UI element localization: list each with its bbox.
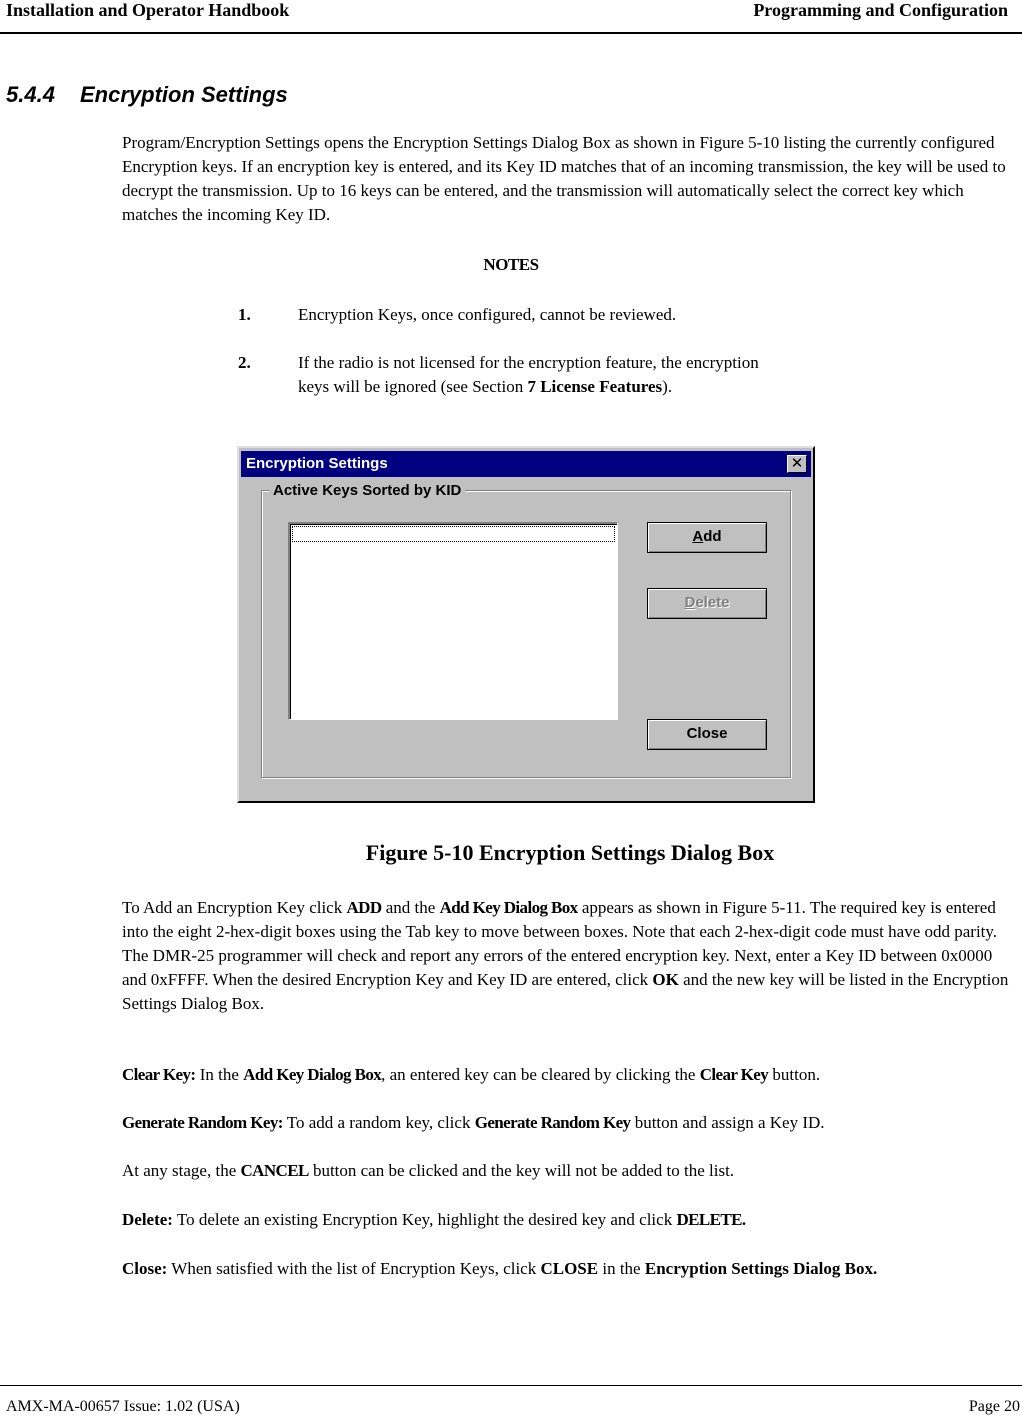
header-left-title: Installation and Operator Handbook <box>6 0 290 20</box>
clear-key-paragraph <box>122 1063 1017 1087</box>
notes-heading: NOTES <box>483 255 539 274</box>
text-run: button. <box>768 1065 821 1084</box>
text-run: To delete an existing Encryption Key, highlight the desired key and click <box>172 1210 677 1229</box>
add-label: dd <box>703 528 722 545</box>
text-run: button can be clicked and the key will not be added to the list. <box>308 1161 735 1180</box>
header-rule <box>0 32 1022 34</box>
text-run: appears as shown in Figure 5-11. The required key is entered into the eight 2-hex-digit boxes using the Tab key to move between boxes. Note that each 2-hex-digit code must have odd parity. The DMR-25 programmer will check and report any errors of the entered encryption key. Next, enter a Key ID between 0x0000 and 0xFFFF. When the desired Encryption Key and Key ID are entered, click <box>122 898 998 989</box>
intro-paragraph: Program/Encryption Settings opens the Encryption Settings Dialog Box as shown in Figure 5-10 listing the currently configured Encryption keys. If an encryption key is entered, and its Key ID matches that of an incoming transmission, the key will be used to decrypt the transmission. Up to 16 keys can be entered, and the transmission will automatically select the correct key which matches the incoming Key ID. <box>122 133 1006 224</box>
text-run: button and assign a Key ID. <box>630 1113 825 1132</box>
dialog-title: Encryption Settings <box>246 455 388 472</box>
note-text: Encryption Keys, once configured, cannot be reviewed. <box>298 305 677 324</box>
delete-accelerator: D <box>684 594 696 611</box>
paragraph-label: Generate Random Key: <box>122 1113 283 1132</box>
section-title: Encryption Settings <box>80 82 288 107</box>
group-label: Active Keys Sorted by KID <box>269 482 465 499</box>
note-number: 1. <box>238 305 251 324</box>
bold-text: Encryption Settings Dialog Box. <box>644 1259 878 1278</box>
bold-text: Add Key Dialog Box <box>439 898 578 917</box>
cancel-paragraph <box>122 1159 1017 1183</box>
footer-document-id: AMX-MA-00657 Issue: 1.02 (USA) <box>6 1398 240 1415</box>
text-run: At any stage, the <box>122 1161 241 1180</box>
note-text <box>298 351 778 399</box>
add-accelerator: A <box>692 528 704 545</box>
header-right-title: Programming and Configuration <box>753 0 1008 20</box>
section-heading <box>6 82 288 108</box>
note-number: 2. <box>238 353 251 372</box>
delete-paragraph <box>122 1208 1017 1232</box>
text-run: In the <box>195 1065 244 1084</box>
paragraph-label: Delete: <box>122 1210 173 1229</box>
bold-text: OK <box>652 970 679 989</box>
bold-text: Clear Key <box>699 1065 769 1084</box>
bold-text: Generate Random Key <box>474 1113 631 1132</box>
text-run: To add a random key, click <box>282 1113 475 1132</box>
text-run: and the new key will be listed in the Encryption Settings Dialog Box. <box>122 970 1009 1013</box>
add-key-paragraph <box>122 896 1017 1016</box>
bold-text: DELETE. <box>676 1210 746 1229</box>
delete-button[interactable] <box>647 588 767 619</box>
add-button[interactable] <box>647 522 767 553</box>
generate-key-paragraph <box>122 1111 1017 1135</box>
section-reference: 7 License Features <box>527 377 663 396</box>
close-icon[interactable]: ✕ <box>787 455 807 473</box>
bold-text: ADD <box>346 898 382 917</box>
note-text-part: ). <box>662 377 673 396</box>
paragraph-label: Clear Key: <box>122 1065 196 1084</box>
delete-label: elete <box>695 594 730 611</box>
text-run: in the <box>598 1259 645 1278</box>
bold-text: CLOSE <box>540 1259 599 1278</box>
bold-text: CANCEL <box>240 1161 309 1180</box>
list-focus-row[interactable] <box>292 526 615 542</box>
footer-rule <box>0 1385 1022 1386</box>
encryption-settings-dialog <box>237 446 815 803</box>
figure-caption: Figure 5-10 Encryption Settings Dialog Box <box>365 840 775 865</box>
text-run: , an entered key can be cleared by clicking the <box>381 1065 700 1084</box>
section-number: 5.4.4 <box>6 82 55 107</box>
active-keys-list[interactable] <box>288 522 618 720</box>
dialog-title-bar <box>241 451 811 477</box>
footer-page-number: Page 20 <box>968 1398 1020 1415</box>
close-button[interactable]: Close <box>647 719 767 750</box>
note-text-part: If the radio is not licensed for the encryption feature, the encryption keys will be ignored (see Section <box>298 353 759 396</box>
text-run: and the <box>381 898 440 917</box>
bold-text: Add Key Dialog Box <box>243 1065 382 1084</box>
paragraph-label: Close: <box>122 1259 168 1278</box>
text-run: When satisfied with the list of Encryption Keys, click <box>167 1259 541 1278</box>
close-paragraph <box>122 1257 1017 1281</box>
text-run: To Add an Encryption Key click <box>122 898 347 917</box>
